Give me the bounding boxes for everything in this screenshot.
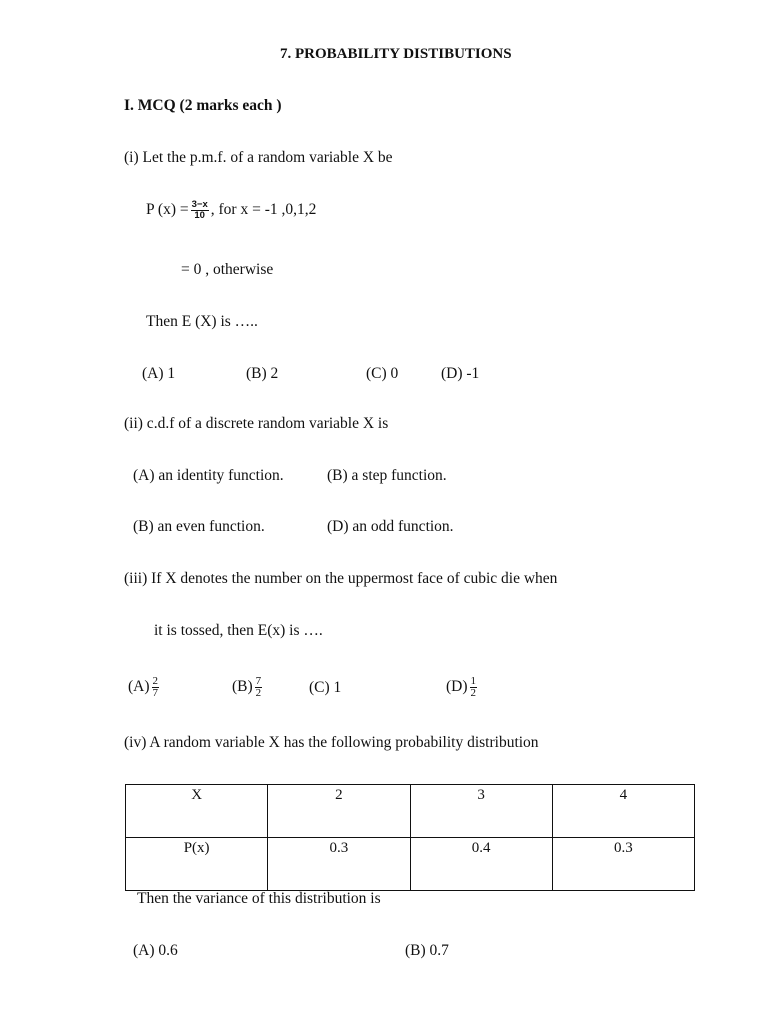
q3-option-c: (C) 1 (309, 679, 342, 696)
q2-option-a: (A) an identity function. (133, 467, 284, 484)
q3-option-b-label: (B) (232, 678, 253, 696)
table-row (126, 838, 695, 891)
distribution-table (125, 784, 695, 891)
q3-option-d (446, 676, 479, 699)
page-title: 7. PROBABILITY DISTIBUTIONS (280, 46, 512, 62)
table-cell: 0.3 (552, 838, 694, 891)
q3-option-a-fraction (152, 676, 160, 699)
q4-option-b: (B) 0.7 (405, 942, 449, 959)
table-cell: 0.4 (410, 838, 552, 891)
q2-option-d: (D) an odd function. (327, 518, 454, 535)
q2-option-c: (B) an even function. (133, 518, 265, 535)
q3-option-d-label: (D) (446, 678, 468, 696)
q4-stem: (iv) A random variable X has the following probability distribution (124, 734, 539, 751)
q3-option-a-label: (A) (128, 678, 150, 696)
q3-option-d-fraction (470, 676, 478, 699)
q4-option-a: (A) 0.6 (133, 942, 178, 959)
q1-stem: (i) Let the p.m.f. of a random variable X be (124, 149, 393, 166)
q3-option-b-fraction (255, 676, 263, 699)
q1-pmf-lhs: P (x) = (146, 201, 189, 219)
table-cell: 0.3 (268, 838, 410, 891)
q3-option-a-num: 2 (152, 675, 159, 687)
q3-option-d-num: 1 (470, 675, 477, 687)
q1-pmf-numerator: 3−x (191, 199, 208, 210)
q2-stem: (ii) c.d.f of a discrete random variable X is (124, 415, 389, 432)
table-cell: 2 (268, 785, 410, 838)
q1-pmf-rhs: , for x = -1 ,0,1,2 (210, 201, 317, 219)
table-cell: 4 (552, 785, 694, 838)
q1-option-b: (B) 2 (246, 365, 279, 382)
table-row (126, 785, 695, 838)
q2-option-b: (B) a step function. (327, 467, 447, 484)
q3-option-d-den: 2 (470, 687, 477, 699)
q3-stem-line1: (iii) If X denotes the number on the uppermost face of cubic die when (124, 570, 558, 587)
q3-option-b-den: 2 (255, 687, 262, 699)
q1-otherwise: = 0 , otherwise (181, 261, 274, 278)
q1-then: Then E (X) is ….. (146, 313, 258, 330)
q1-option-d: (D) -1 (441, 365, 480, 382)
q3-option-b (232, 676, 264, 699)
section-heading: I. MCQ (2 marks each ) (124, 97, 282, 114)
q3-option-a-den: 7 (152, 687, 159, 699)
q3-option-a (128, 676, 161, 699)
table-cell-x-header: X (126, 785, 268, 838)
table-cell-px-header: P(x) (126, 838, 268, 891)
q1-pmf-denominator: 10 (194, 210, 205, 221)
q3-stem-line2: it is tossed, then E(x) is …. (154, 622, 323, 639)
q1-option-c: (C) 0 (366, 365, 399, 382)
q3-option-b-num: 7 (255, 675, 262, 687)
q1-pmf-fraction (191, 200, 209, 221)
table-cell: 3 (410, 785, 552, 838)
q1-option-a: (A) 1 (142, 365, 176, 382)
q4-then: Then the variance of this distribution is (137, 890, 381, 907)
q1-pmf (146, 200, 316, 221)
